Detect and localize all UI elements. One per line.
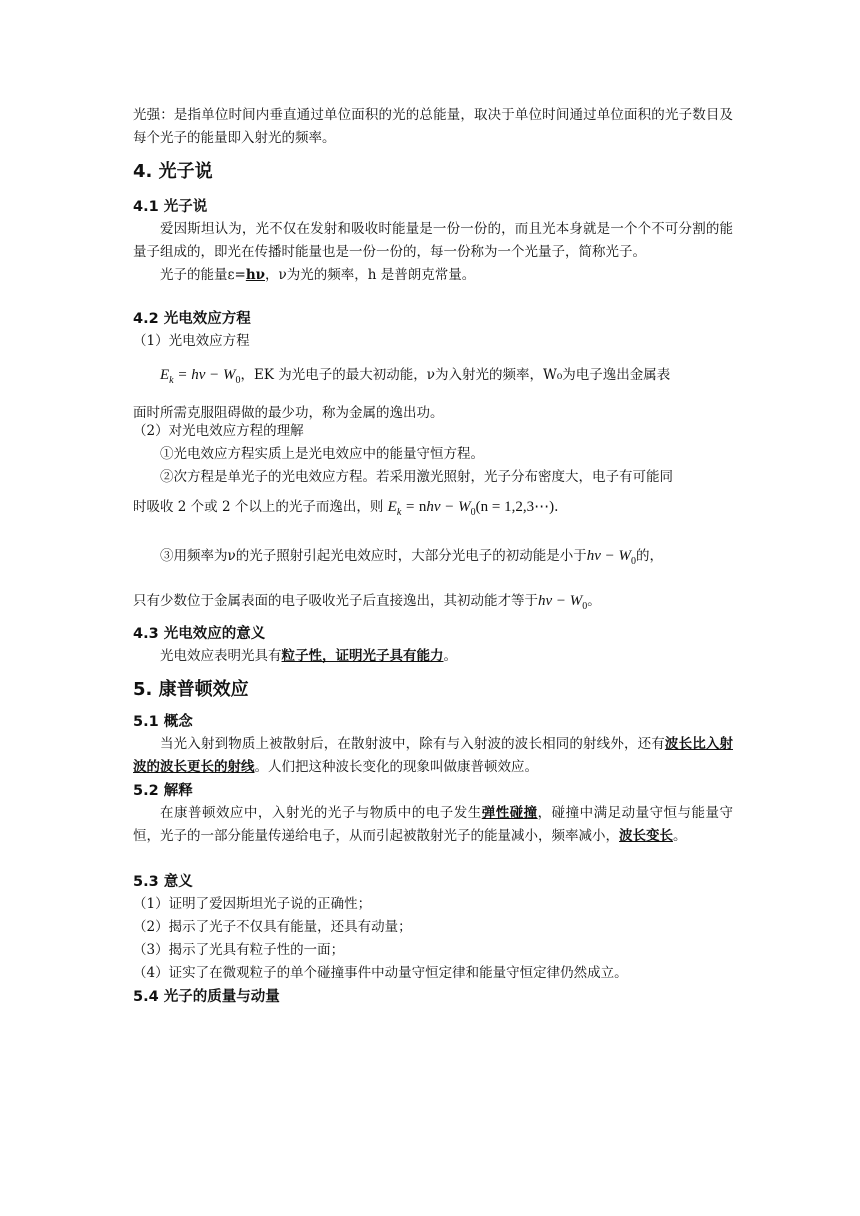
photon-energy-note: ，ν为光的频率，h 是普朗克常量。	[265, 267, 476, 283]
section-5-1-heading: 5.1 概念	[133, 714, 193, 730]
surface-electron-line	[133, 588, 733, 620]
section-5-3-heading: 5.3 意义	[133, 874, 193, 890]
intro-paragraph: 光强：是指单位时间内垂直通过单位面积的光的总能量，取决于单位时间通过单位面积的光子数目及每个光子的能量即入射光的频率。	[133, 107, 733, 146]
section-5-4-block	[133, 986, 733, 1008]
meaning-text: 光电效应表明光具有	[160, 648, 282, 664]
surface-electron-text-end: 。	[587, 593, 601, 609]
section-5-3-block	[133, 871, 733, 985]
photon-energy-text: 光子的能量ε=	[160, 267, 246, 283]
section-4-1-block	[133, 196, 733, 287]
equation-explanation-cont: 面时所需克服阻碍做的最少功，称为金属的逸出功。	[133, 405, 444, 421]
photoelectric-equation: $E_k = h\nu - W_0$	[160, 367, 241, 386]
meaning-text-end: 。	[443, 648, 457, 664]
section-4-3-heading: 4.3 光电效应的意义	[133, 626, 266, 642]
meaning-paragraph	[133, 645, 733, 668]
multi-photon-line-block	[133, 496, 733, 524]
elastic-collision-emphasis: 弹性碰撞	[481, 805, 538, 821]
equation-line	[133, 362, 733, 394]
concept-paragraph	[133, 733, 733, 779]
equation-item-2: （2）对光电效应方程的理解	[133, 423, 304, 439]
equation-item-1: （1）光电效应方程	[133, 333, 250, 349]
concept-emphasis: 波长比入射波的波长更长的射线	[133, 736, 734, 775]
wavelength-longer-emphasis: 波长变长	[619, 828, 673, 844]
meaning-emphasis: 粒子性，证明光子具有能力	[281, 648, 444, 664]
section-5-2-heading: 5.2 解释	[133, 783, 193, 799]
section-4-heading: 4. 光子说	[133, 161, 213, 182]
significance-item-3: （3）揭示了光具有粒子性的一面；	[133, 942, 345, 958]
significance-item-2: （2）揭示了光子不仅具有能量，还具有动量；	[133, 919, 412, 935]
surface-electron-block	[133, 588, 733, 620]
section-5-2-block	[133, 780, 733, 848]
equation-explanation: ，EK 为光电子的最大初动能，ν为入射光的频率，W₀为电子逸出金属表	[240, 367, 671, 383]
multi-photon-equation: $E_k = nh\nu - W_0(n$ = 1,2,3⋯)	[387, 499, 555, 518]
initial-energy-text: ③用频率为ν的光子照射引起光电效应时，大部分光电子的初动能是小于	[160, 548, 587, 564]
initial-energy-block	[133, 543, 733, 575]
initial-energy-text-end: 的，	[636, 548, 663, 564]
explanation-paragraph	[133, 802, 733, 848]
section-4-1-heading: 4.1 光子说	[133, 199, 208, 215]
section-4-block	[133, 159, 733, 185]
concept-text-end: 。人们把这种波长变化的现象叫做康普顿效应。	[254, 759, 538, 775]
hv-minus-w0-formula-2: $h\nu - W_0$	[538, 593, 588, 612]
significance-item-4: （4）证实了在微观粒子的单个碰撞事件中动量守恒定律和能量守恒定律仍然成立。	[133, 965, 628, 981]
photon-theory-paragraph: 爱因斯坦认为，光不仅在发射和吸收时能量是一份一份的，而且光本身就是一个个不可分割的能量子组成的，即光在传播时能量也是一份一份的，每一份称为一个光量子，简称光子。	[133, 221, 733, 260]
multi-photon-line: 时吸收 2 个或 2 个以上的光子而逸出，则 $E_k = nh\nu - W_0(n$ = 1,2,3⋯).	[133, 499, 559, 518]
section-5-heading: 5. 康普顿效应	[133, 679, 249, 700]
significance-item-1: （1）证明了爱因斯坦光子说的正确性；	[133, 896, 372, 912]
section-5-1-block	[133, 711, 733, 779]
photon-energy-formula: hν	[245, 267, 265, 283]
section-5-block	[133, 677, 733, 703]
understanding-point-1: ①光电效应方程实质上是光电效应中的能量守恒方程。	[160, 446, 484, 462]
equation-block	[133, 362, 733, 425]
surface-electron-text: 只有少数位于金属表面的电子吸收光子后直接逸出，其初动能才等于	[133, 593, 538, 609]
section-4-2-heading: 4.2 光电效应方程	[133, 311, 251, 327]
understanding-block	[133, 420, 733, 489]
understanding-point-3	[133, 543, 733, 575]
multi-photon-text: 时吸收 2 个或 2 个以上的光子而逸出，则	[133, 499, 384, 515]
hv-minus-w0-formula: $h\nu - W_0$	[586, 548, 636, 567]
section-5-4-heading: 5.4 光子的质量与动量	[133, 989, 280, 1005]
concept-text: 当光入射到物质上被散射后，在散射波中，除有与入射波的波长相同的射线外，还有	[160, 736, 665, 752]
explanation-text-end: 。	[673, 828, 687, 844]
intro-block	[133, 104, 733, 150]
section-4-3-block	[133, 623, 733, 668]
explanation-text: 在康普顿效应中，入射光的光子与物质中的电子发生	[160, 805, 482, 821]
photon-energy-paragraph	[133, 264, 733, 287]
explanation-text-mid: ，碰撞中满足动量守恒与能量守恒，光子的一部分能量传递给电子，从而引起被散射光子的能量减小，频率减小，	[133, 805, 734, 844]
understanding-point-2: ②次方程是单光子的光电效应方程。若采用激光照射，光子分布密度大，电子有可能同	[160, 469, 673, 485]
section-4-2-block	[133, 308, 733, 353]
